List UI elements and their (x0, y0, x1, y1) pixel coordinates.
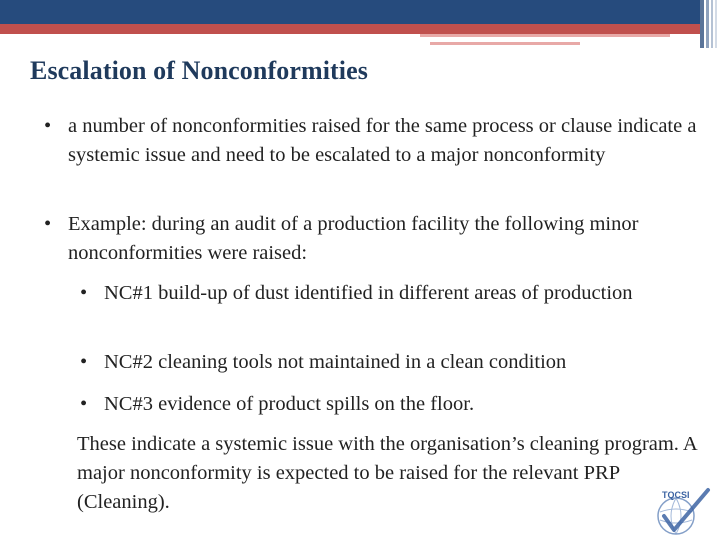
bullet-glyph: • (80, 393, 88, 415)
slide-title: Escalation of Nonconformities (30, 56, 368, 85)
header-blue-band (0, 0, 700, 24)
header-pink-strip-lower (430, 42, 580, 45)
bullet-glyph: • (80, 282, 88, 304)
sub-bullet-item (80, 348, 694, 377)
bullet-item (44, 112, 716, 170)
bullet-glyph: • (80, 351, 88, 373)
header-right-bar-2 (706, 0, 709, 48)
sub-bullet-text: NC#2 cleaning tools not maintained in a clean condition (104, 351, 567, 373)
conclusion-paragraph: These indicate a systemic issue with the organisation’s cleaning program. A major nonconformity is expected to be raised for the relevant PRP (Cleaning). (77, 433, 697, 513)
bullet-glyph: • (44, 213, 52, 235)
logo-text: TQCSI (662, 490, 690, 500)
header-red-band (0, 24, 700, 34)
tqcsi-logo (652, 486, 712, 538)
sub-bullet-item (80, 279, 694, 308)
bullet-text: a number of nonconformities raised for the same process or clause indicate a systemic issue and need to be escalated to a major nonconformity (68, 115, 697, 166)
header-right-bar-3 (711, 0, 713, 48)
bullet-item (44, 210, 708, 268)
sub-bullet-item (80, 390, 694, 419)
sub-bullet-text: NC#1 build-up of dust identified in different areas of production (104, 282, 633, 304)
header-right-bar-4 (715, 0, 717, 48)
bullet-text: Example: during an audit of a production facility the following minor nonconformities were raised: (68, 213, 639, 264)
header-pink-strip (420, 34, 670, 37)
bullet-glyph: • (44, 115, 52, 137)
sub-bullet-text: NC#3 evidence of product spills on the floor. (104, 393, 475, 415)
header-right-bar-1 (700, 0, 704, 48)
header-decoration (0, 0, 720, 48)
